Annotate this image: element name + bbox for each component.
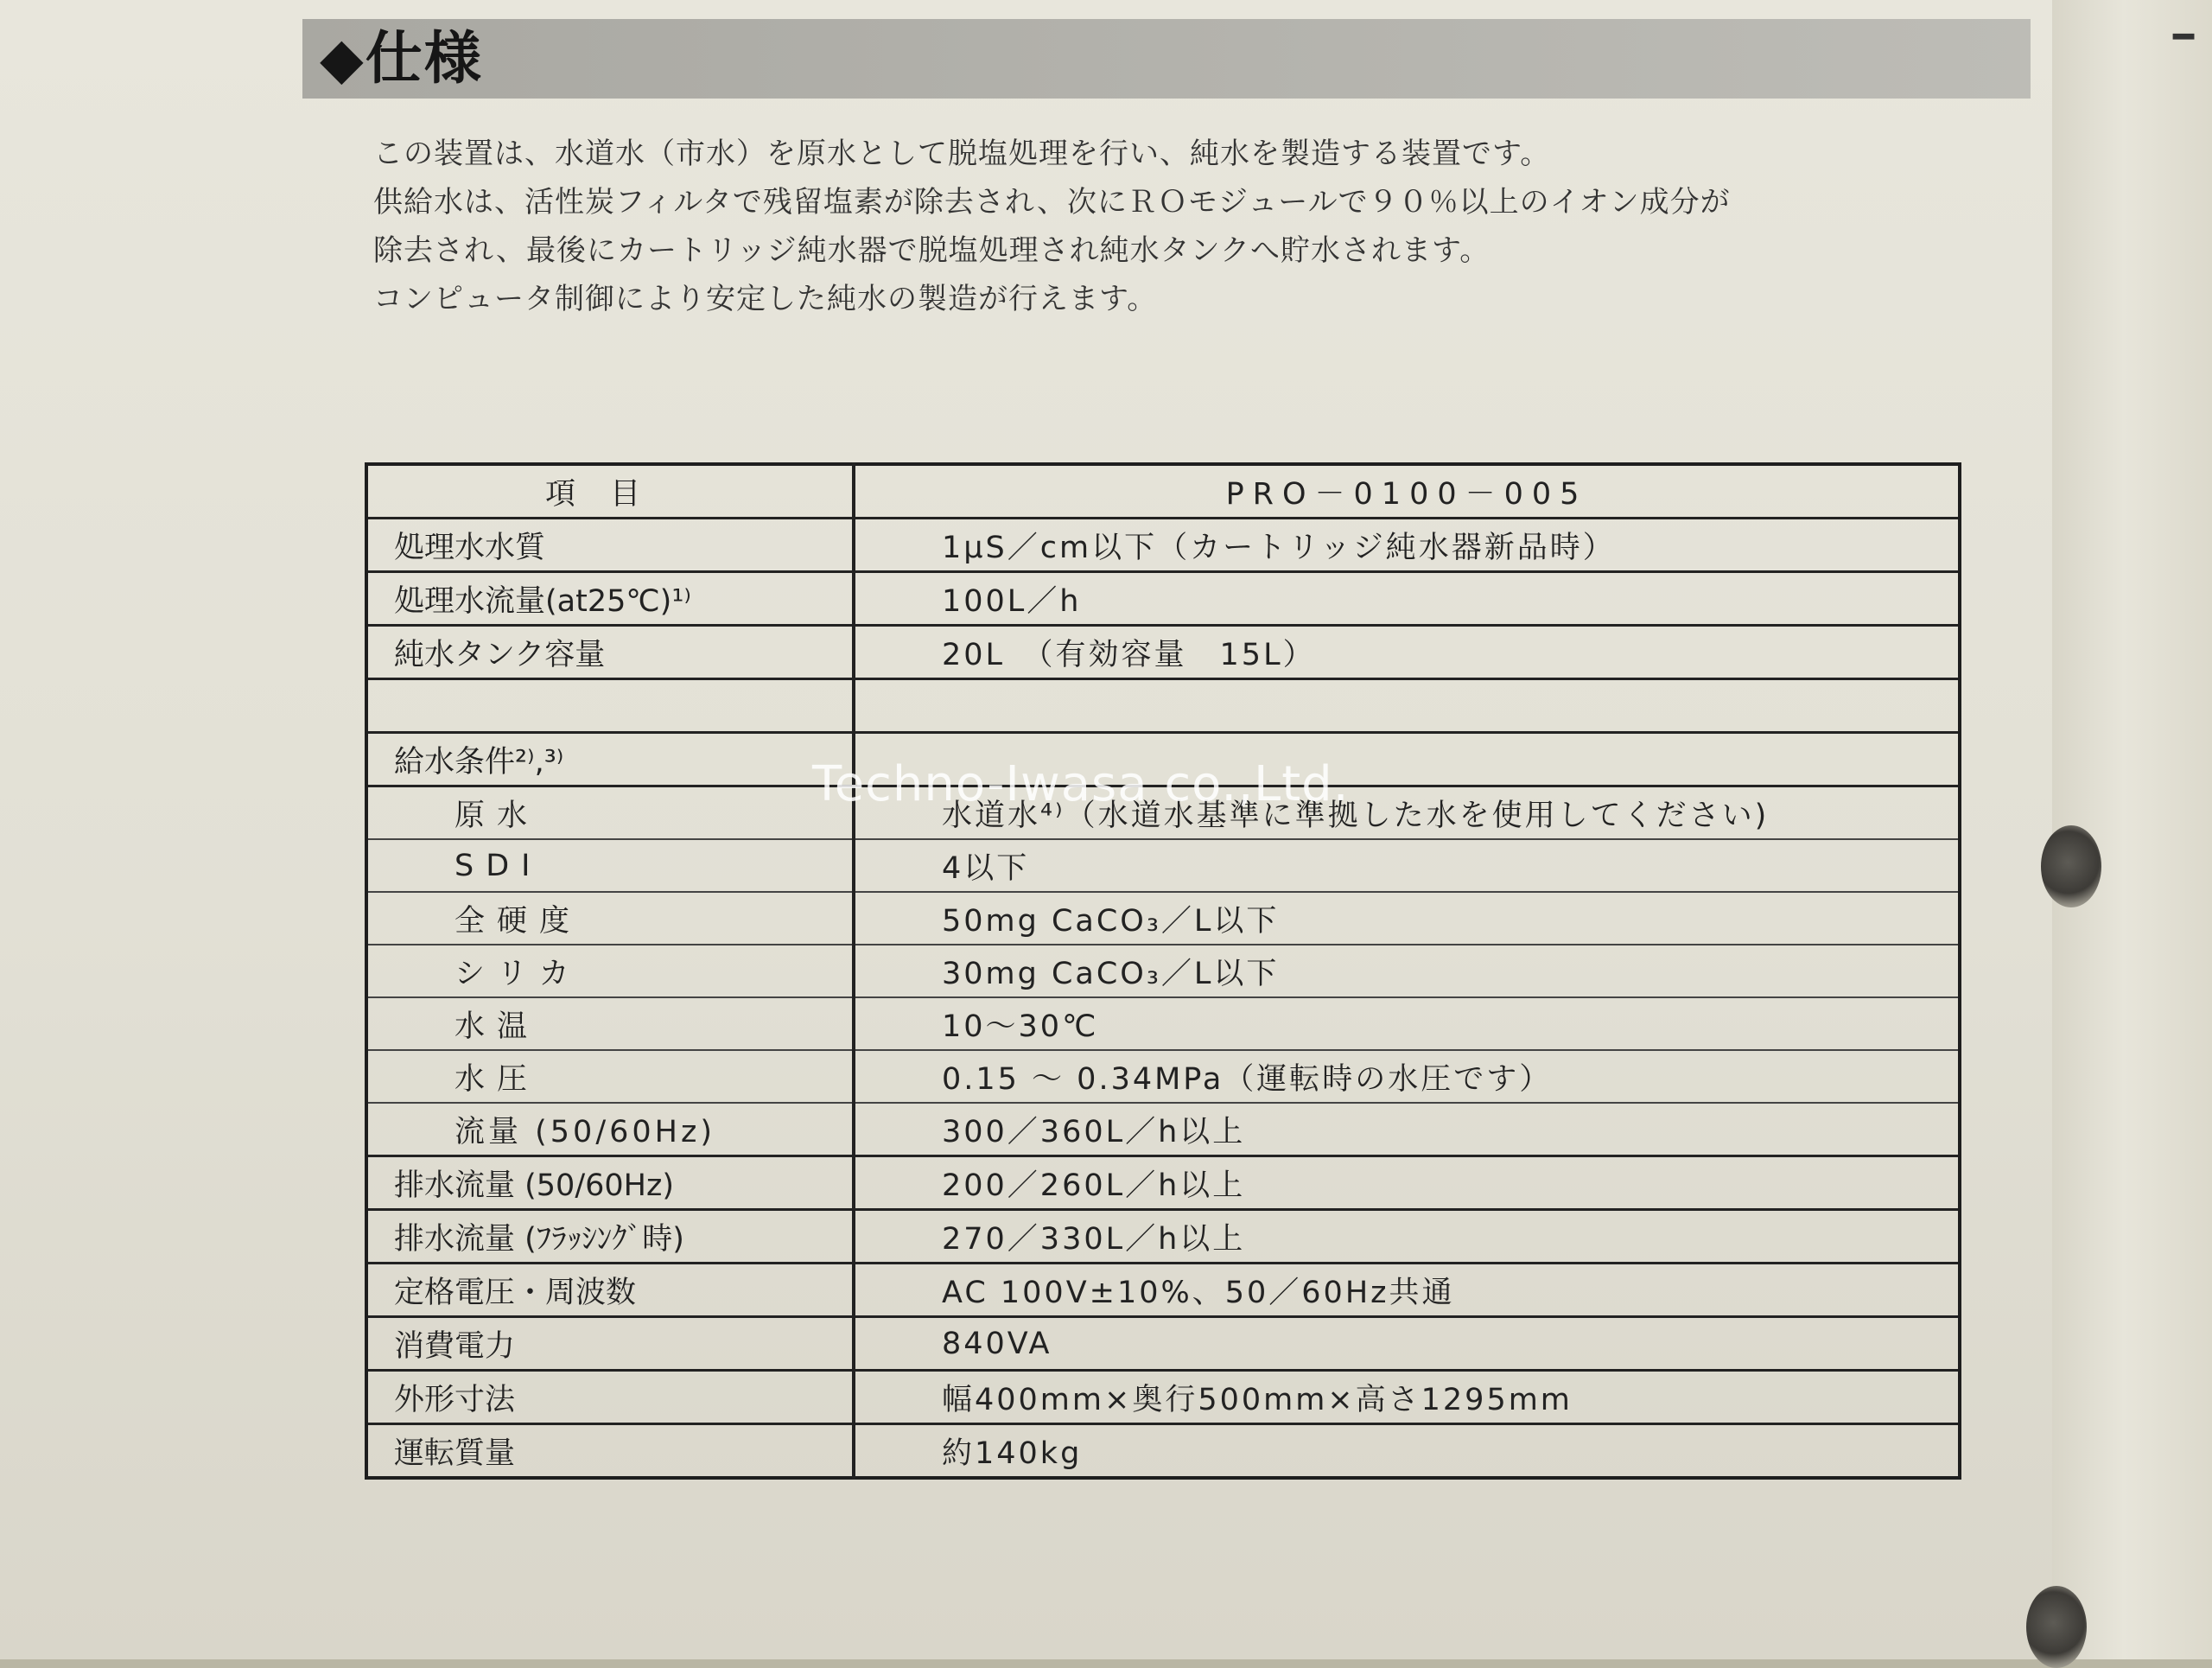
table-row xyxy=(366,519,1960,572)
corner-mark: ━ xyxy=(2173,17,2195,57)
row-value: 水道水⁴⁾（水道水基準に準拠した水を使用してください) xyxy=(854,786,1960,840)
row-label: 処理水流量(at25℃)¹⁾ xyxy=(366,572,854,626)
table-header-row xyxy=(366,464,1960,519)
table-row-empty xyxy=(366,679,1960,733)
intro-line-4: コンピュータ制御により安定した純水の製造が行えます。 xyxy=(373,282,1158,316)
table-row xyxy=(366,1371,1960,1424)
header-item: 項目 xyxy=(366,464,854,519)
row-label: 流量 (50/60Hz) xyxy=(366,1103,854,1156)
row-value: 30mg CaCO₃／L以下 xyxy=(854,945,1960,997)
binder-hole-upper xyxy=(2041,825,2101,907)
row-label: 給水条件²⁾,³⁾ xyxy=(366,733,854,786)
row-label: 全硬度 xyxy=(366,892,854,945)
row-label: 排水流量 (ﾌﾗｯｼﾝｸﾞ時) xyxy=(366,1210,854,1264)
table-row xyxy=(366,1156,1960,1210)
row-value: 0.15 ～ 0.34MPa（運転時の水圧です） xyxy=(854,1050,1960,1103)
intro-paragraph xyxy=(373,130,2067,323)
row-label xyxy=(366,679,854,733)
table-subrow xyxy=(366,1050,1960,1103)
row-label: 外形寸法 xyxy=(366,1371,854,1424)
table-subrow xyxy=(366,839,1960,892)
intro-line-2: 供給水は、活性炭フィルタで残留塩素が除去され、次にＲＯモジュールで９０％以上のイオン成分が xyxy=(373,185,1731,220)
row-label: SDI xyxy=(366,839,854,892)
row-label: 純水タンク容量 xyxy=(366,626,854,679)
row-label: 運転質量 xyxy=(366,1424,854,1479)
row-label: 水圧 xyxy=(366,1050,854,1103)
row-value: 840VA xyxy=(854,1317,1960,1371)
row-label: 原水 xyxy=(366,786,854,840)
row-label: 処理水水質 xyxy=(366,519,854,572)
table-subrow xyxy=(366,892,1960,945)
row-value: 1μS／cm以下（カートリッジ純水器新品時） xyxy=(854,519,1960,572)
row-value: 300／360L／h以上 xyxy=(854,1103,1960,1156)
watermark: Techno-Iwasa co.,Ltd. xyxy=(812,756,1350,812)
row-value: 50mg CaCO₃／L以下 xyxy=(854,892,1960,945)
table-row xyxy=(366,1210,1960,1264)
header-model: PRO－0100－005 xyxy=(854,464,1960,519)
table-subrow xyxy=(366,997,1960,1050)
row-label: 定格電圧・周波数 xyxy=(366,1264,854,1317)
spec-table xyxy=(365,462,1961,1480)
intro-line-1: この装置は、水道水（市水）を原水として脱塩処理を行い、純水を製造する装置です。 xyxy=(373,137,1551,171)
table-row xyxy=(366,1317,1960,1371)
table-subrow xyxy=(366,1103,1960,1156)
table-subrow xyxy=(366,945,1960,997)
row-value: 幅400mm×奥行500mm×高さ1295mm xyxy=(854,1371,1960,1424)
row-value: 100L／h xyxy=(854,572,1960,626)
heading-bar xyxy=(302,19,2031,99)
row-label: シリカ xyxy=(366,945,854,997)
table-row xyxy=(366,626,1960,679)
row-value: 20L （有効容量 15L） xyxy=(854,626,1960,679)
table-row xyxy=(366,1424,1960,1479)
row-value: 約140kg xyxy=(854,1424,1960,1479)
row-value xyxy=(854,679,1960,733)
intro-line-3: 除去され、最後にカートリッジ純水器で脱塩処理され純水タンクへ貯水されます。 xyxy=(373,233,1491,268)
row-value: 270／330L／h以上 xyxy=(854,1210,1960,1264)
table-row xyxy=(366,572,1960,626)
row-value: 200／260L／h以上 xyxy=(854,1156,1960,1210)
row-label: 消費電力 xyxy=(366,1317,854,1371)
page-title: ◆仕様 xyxy=(320,25,483,92)
row-value: 4以下 xyxy=(854,839,1960,892)
row-value: 10～30℃ xyxy=(854,997,1960,1050)
binder-hole-lower xyxy=(2026,1586,2087,1668)
table-row xyxy=(366,1264,1960,1317)
row-label: 排水流量 (50/60Hz) xyxy=(366,1156,854,1210)
row-label: 水温 xyxy=(366,997,854,1050)
row-value: AC 100V±10%、50／60Hz共通 xyxy=(854,1264,1960,1317)
